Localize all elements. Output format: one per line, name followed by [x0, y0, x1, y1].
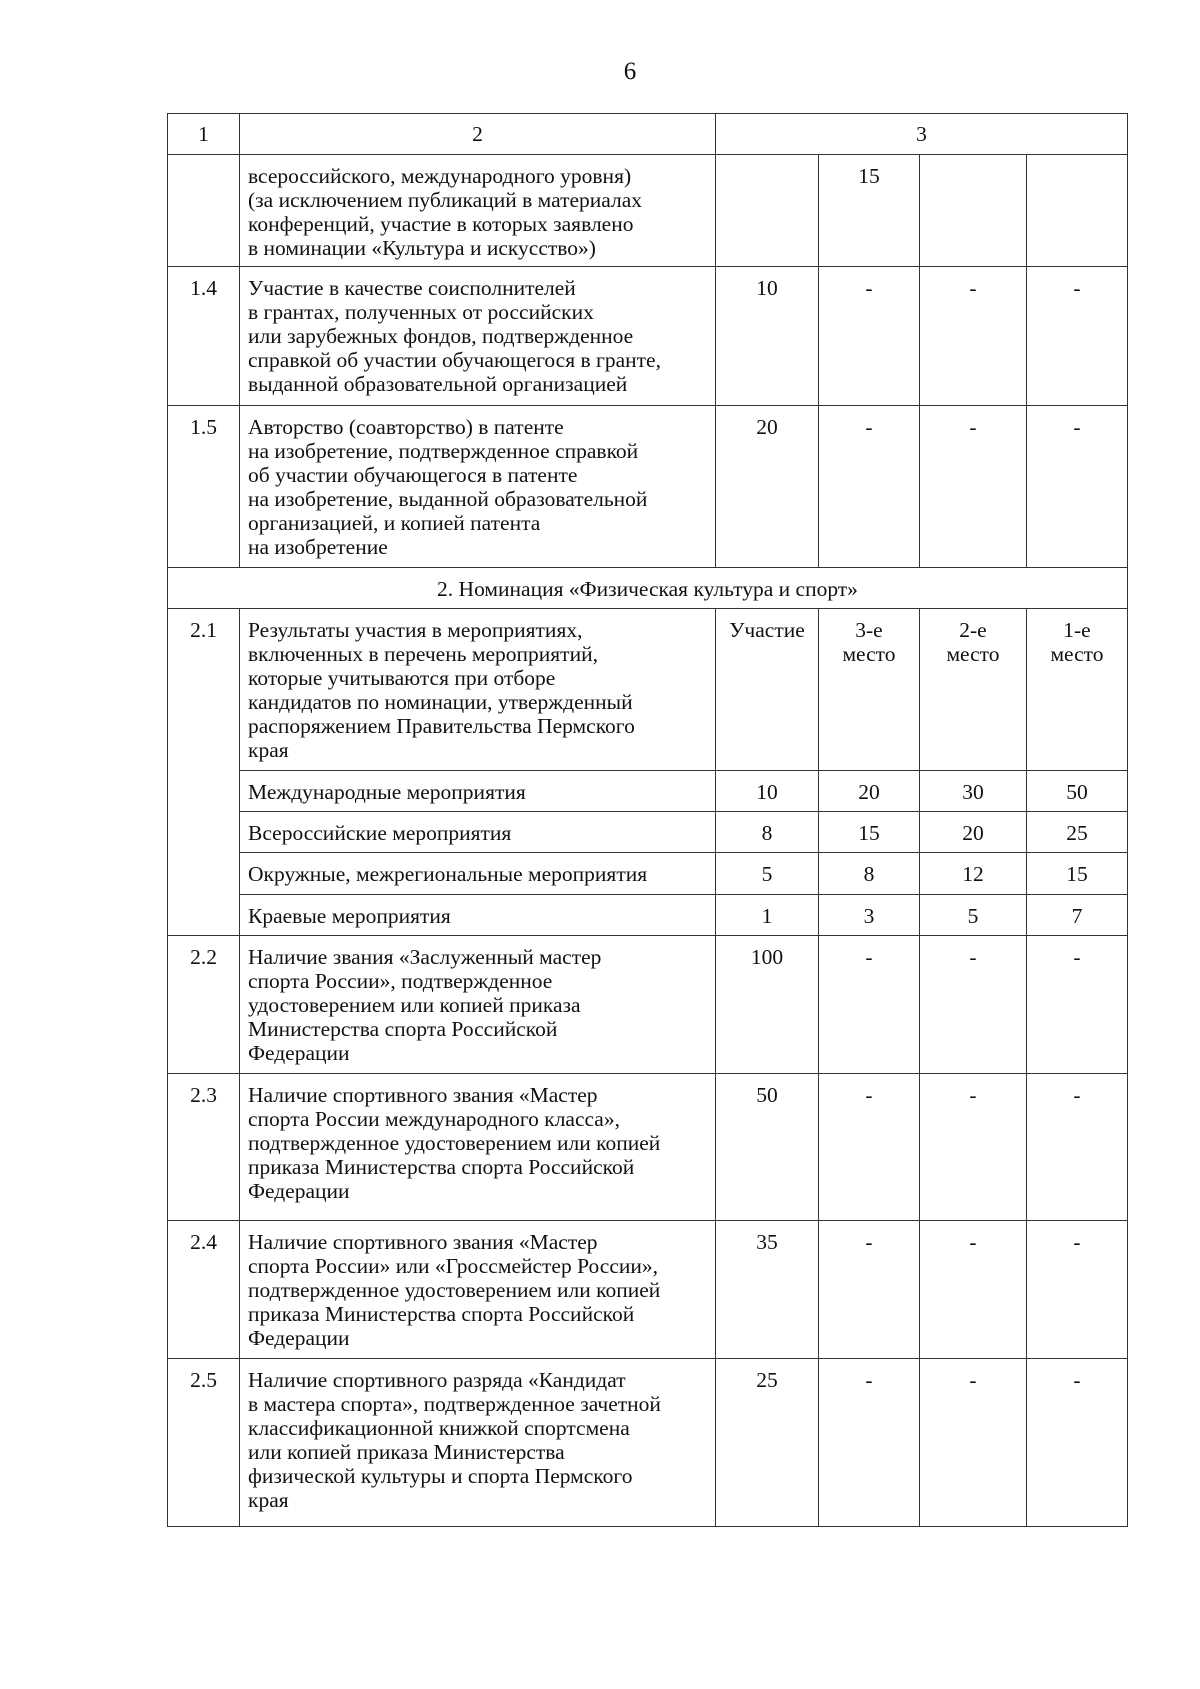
text-line: спорта России» или «Гроссмейстер России», — [248, 1254, 659, 1278]
points-first-place: 15 — [1027, 853, 1128, 895]
text-line: Наличие спортивного разряда «Кандидат — [248, 1368, 626, 1392]
table-row — [168, 155, 1128, 267]
points-second-place: - — [920, 267, 1027, 406]
text-line: Наличие спортивного звания «Мастер — [248, 1083, 598, 1107]
points-participation: 50 — [716, 1074, 819, 1221]
page-number: 6 — [623, 58, 637, 85]
points-third-place: - — [819, 267, 920, 406]
text-line: в грантах, полученных от российских — [248, 300, 594, 324]
row-number: 1.5 — [168, 406, 240, 568]
text-line: Федерации — [248, 1179, 350, 1203]
text-line: края — [248, 738, 289, 762]
row-description — [240, 267, 716, 406]
text-line: приказа Министерства спорта Российской — [248, 1302, 635, 1326]
points-third-place: - — [819, 1074, 920, 1221]
row-number: 2.3 — [168, 1074, 240, 1221]
text-line: место — [842, 642, 896, 666]
header-col-1: 1 — [168, 114, 240, 155]
points-second-place: 12 — [920, 853, 1027, 895]
points-first-place: 25 — [1027, 812, 1128, 853]
points-second-place: - — [920, 1074, 1027, 1221]
text-line: 2-е — [959, 618, 987, 642]
row-number: 2.5 — [168, 1359, 240, 1527]
points-participation: 20 — [716, 406, 819, 568]
event-level-label: Международные мероприятия — [240, 771, 716, 812]
event-level-label: Всероссийские мероприятия — [240, 812, 716, 853]
table-row — [168, 936, 1128, 1074]
points-third-place: 15 — [819, 812, 920, 853]
text-line: справкой об участии обучающегося в гранте, — [248, 348, 661, 372]
text-line: подтвержденное удостоверением или копией — [248, 1278, 661, 1302]
points-third-place: - — [819, 936, 920, 1074]
points-second-place: - — [920, 406, 1027, 568]
text-line: Участие в качестве соисполнителей — [248, 276, 576, 300]
text-line: Федерации — [248, 1326, 350, 1350]
text-line: 3-е — [855, 618, 883, 642]
text-line: удостоверением или копией приказа — [248, 993, 581, 1017]
points-participation: 100 — [716, 936, 819, 1074]
points-third-place: - — [819, 1221, 920, 1359]
text-line: место — [1050, 642, 1104, 666]
points-first-place: - — [1027, 267, 1128, 406]
header-participation: Участие — [716, 609, 819, 771]
points-second-place: - — [920, 936, 1027, 1074]
text-line: классификационной книжкой спортсмена — [248, 1416, 630, 1440]
text-line: место — [946, 642, 1000, 666]
points-second-place: - — [920, 1221, 1027, 1359]
points-third-place: 20 — [819, 771, 920, 812]
points-participation: 35 — [716, 1221, 819, 1359]
text-line: подтвержденное удостоверением или копией — [248, 1131, 661, 1155]
table-row — [168, 1359, 1128, 1527]
text-line: на изобретение — [248, 535, 388, 559]
table-row — [168, 1074, 1128, 1221]
text-line: на изобретение, выданной образовательной — [248, 487, 648, 511]
table-row — [168, 609, 1128, 771]
text-line: или зарубежных фондов, подтвержденное — [248, 324, 634, 348]
row-number: 2.2 — [168, 936, 240, 1074]
points-second-place: - — [920, 1359, 1027, 1527]
points-participation: 25 — [716, 1359, 819, 1527]
points-participation: 10 — [716, 267, 819, 406]
text-line: в номинации «Культура и искусство») — [248, 236, 596, 260]
points-first-place: - — [1027, 1074, 1128, 1221]
text-line: приказа Министерства спорта Российской — [248, 1155, 635, 1179]
criteria-table — [167, 113, 1128, 1527]
event-level-label: Краевые мероприятия — [240, 895, 716, 936]
text-line: Авторство (соавторство) в патенте — [248, 415, 564, 439]
points-participation: 5 — [716, 853, 819, 895]
table-row — [168, 1221, 1128, 1359]
section-title: 2. Номинация «Физическая культура и спорт» — [168, 568, 1128, 609]
text-line: на изобретение, подтвержденное справкой — [248, 439, 639, 463]
table-row — [168, 267, 1128, 406]
text-line: Наличие спортивного звания «Мастер — [248, 1230, 598, 1254]
section-row — [168, 568, 1128, 609]
points-third-place: 15 — [819, 155, 920, 267]
points-first-place: - — [1027, 1221, 1128, 1359]
text-line: об участии обучающегося в патенте — [248, 463, 578, 487]
points-first-place: - — [1027, 936, 1128, 1074]
header-row — [168, 114, 1128, 155]
points-first-place: 7 — [1027, 895, 1128, 936]
row-number: 1.4 — [168, 267, 240, 406]
text-line: организацией, и копией патента — [248, 511, 541, 535]
points-third-place: 8 — [819, 853, 920, 895]
text-line: физической культуры и спорта Пермского — [248, 1464, 633, 1488]
row-description — [240, 155, 716, 267]
header-second-place — [920, 609, 1027, 771]
text-line: которые учитываются при отборе — [248, 666, 556, 690]
row-description — [240, 406, 716, 568]
text-line: распоряжением Правительства Пермского — [248, 714, 635, 738]
row-description — [240, 936, 716, 1074]
table-row — [168, 895, 1128, 936]
points-second-place — [920, 155, 1027, 267]
points-first-place: - — [1027, 1359, 1128, 1527]
table-row — [168, 812, 1128, 853]
text-line: спорта России международного класса», — [248, 1107, 620, 1131]
header-third-place — [819, 609, 920, 771]
row-number — [168, 155, 240, 267]
row-description — [240, 609, 716, 771]
text-line: Результаты участия в мероприятиях, — [248, 618, 583, 642]
text-line: конференций, участие в которых заявлено — [248, 212, 634, 236]
points-second-place: 30 — [920, 771, 1027, 812]
text-line: края — [248, 1488, 289, 1512]
row-description — [240, 1359, 716, 1527]
text-line: выданной образовательной организацией — [248, 372, 628, 396]
points-first-place: - — [1027, 406, 1128, 568]
row-number: 2.1 — [168, 609, 240, 936]
text-line: 1-е — [1063, 618, 1091, 642]
points-first-place — [1027, 155, 1128, 267]
text-line: Федерации — [248, 1041, 350, 1065]
text-line: в мастера спорта», подтвержденное зачетной — [248, 1392, 661, 1416]
table-row — [168, 771, 1128, 812]
table-row — [168, 406, 1128, 568]
points-participation: 1 — [716, 895, 819, 936]
text-line: Министерства спорта Российской — [248, 1017, 558, 1041]
text-line: всероссийского, международного уровня) — [248, 164, 632, 188]
text-line: Наличие звания «Заслуженный мастер — [248, 945, 602, 969]
text-line: включенных в перечень мероприятий, — [248, 642, 598, 666]
text-line: спорта России», подтвержденное — [248, 969, 553, 993]
points-third-place: - — [819, 1359, 920, 1527]
row-number: 2.4 — [168, 1221, 240, 1359]
points-second-place: 20 — [920, 812, 1027, 853]
row-description — [240, 1221, 716, 1359]
points-third-place: - — [819, 406, 920, 568]
points-third-place: 3 — [819, 895, 920, 936]
points-participation: 10 — [716, 771, 819, 812]
row-description — [240, 1074, 716, 1221]
text-line: (за исключением публикаций в материалах — [248, 188, 643, 212]
table-row — [168, 853, 1128, 895]
event-level-label: Окружные, межрегиональные мероприятия — [240, 853, 716, 895]
points-participation: 8 — [716, 812, 819, 853]
text-line: кандидатов по номинации, утвержденный — [248, 690, 633, 714]
points-participation — [716, 155, 819, 267]
header-col-2: 2 — [240, 114, 716, 155]
points-first-place: 50 — [1027, 771, 1128, 812]
header-first-place — [1027, 609, 1128, 771]
points-second-place: 5 — [920, 895, 1027, 936]
text-line: или копией приказа Министерства — [248, 1440, 565, 1464]
header-col-3: 3 — [716, 114, 1128, 155]
